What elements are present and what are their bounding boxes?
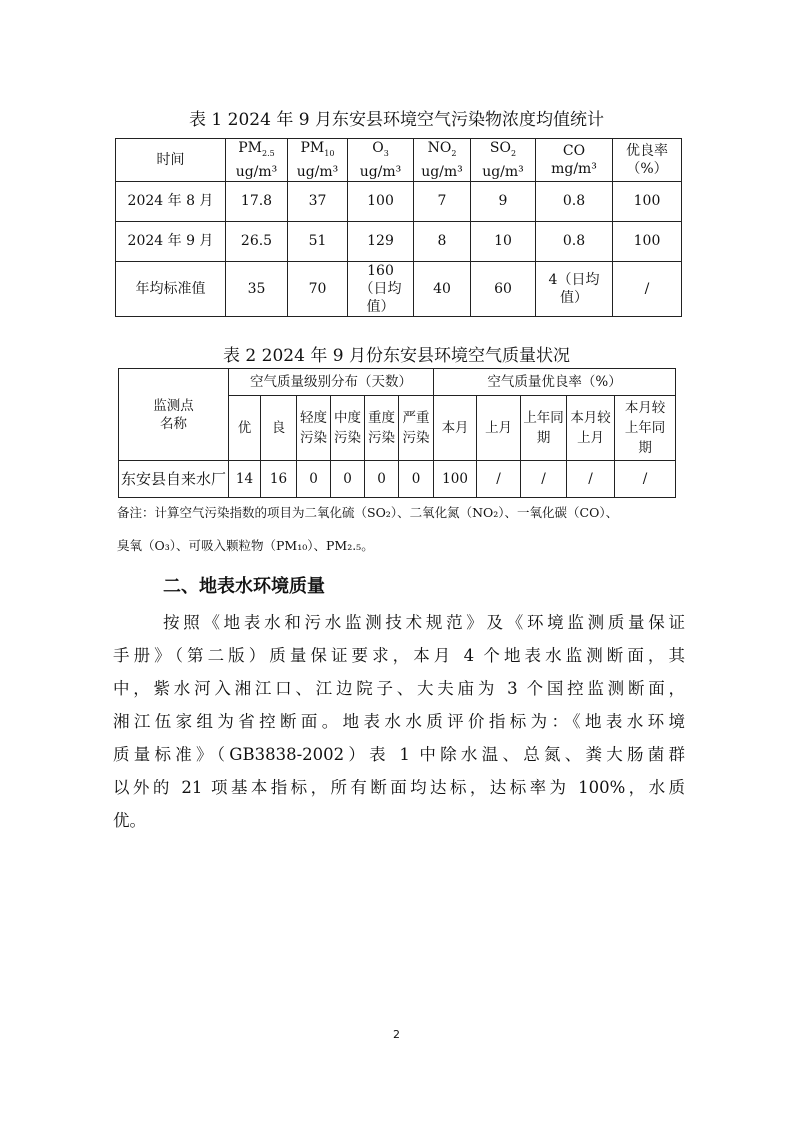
table1-header-cell (226, 139, 288, 182)
table-cell: 100 (434, 461, 477, 498)
header-subscript: 10 (324, 148, 335, 158)
table1-header-cell (536, 139, 613, 182)
table2-subheader: 本月较上年同期 (615, 396, 676, 461)
header-name-text: PM (238, 140, 263, 156)
table-cell: 10 (471, 221, 536, 261)
table-cell: 60 (471, 261, 536, 316)
table-cell: 51 (288, 221, 348, 261)
station-header: 监测点名称 (119, 369, 229, 461)
table-row (116, 261, 682, 316)
paragraph-line: 手册》（第二版）质量保证要求，本月 4 个地表水监测断面，其 (113, 646, 685, 665)
table-cell: 0 (365, 461, 399, 498)
table-cell: 2024 年 9 月 (116, 221, 226, 261)
table-cell: 东安县自来水厂 (119, 461, 229, 498)
table-cell: 0 (399, 461, 434, 498)
table-cell: / (477, 461, 521, 498)
paragraph-line: 湘江伍家组为省控断面。地表水水质评价指标为：《地表水环境 (113, 712, 685, 731)
table-cell: 0 (297, 461, 331, 498)
table-cell: 37 (288, 181, 348, 221)
table-cell: 160（日均值） (348, 261, 414, 316)
air-quality-status-table (118, 368, 676, 498)
table-cell: 35 (226, 261, 288, 316)
table-cell: / (567, 461, 615, 498)
table-cell: 8 (414, 221, 471, 261)
table-cell: 14 (229, 461, 261, 498)
header-unit: ug/m³ (359, 163, 402, 180)
table2-subheader: 本月较上月 (567, 396, 615, 461)
header-name-text: O (372, 140, 384, 156)
table-cell: 40 (414, 261, 471, 316)
table-cell: 0.8 (536, 221, 613, 261)
header-name (226, 139, 287, 163)
header-unit: ug/m³ (421, 163, 463, 180)
header-name-text: PM (300, 140, 325, 156)
table-cell: 26.5 (226, 221, 288, 261)
table2-note-line1: 备注：计算空气污染指数的项目为二氧化硫（SO₂）、二氧化氮（NO₂）、一氧化碳（CO）、 (117, 505, 619, 520)
table1-header-cell (613, 139, 682, 182)
pollutant-concentration-table (115, 138, 682, 317)
header-subscript: 3 (383, 148, 389, 158)
table-cell: 100 (348, 181, 414, 221)
table-cell: 年均标准值 (116, 261, 226, 316)
section-heading: 二、地表水环境质量 (163, 576, 325, 597)
table1-header-cell (288, 139, 348, 182)
table-cell: 7 (414, 181, 471, 221)
table-cell: 16 (261, 461, 297, 498)
table-cell: 9 (471, 181, 536, 221)
table2-subheader: 优 (229, 396, 261, 461)
paragraph-line: 以外的 21 项基本指标，所有断面均达标，达标率为 100%，水质 (113, 778, 685, 797)
table-row (119, 461, 676, 498)
table2-subheader: 本月 (434, 396, 477, 461)
table2-subheader: 中度污染 (331, 396, 365, 461)
table1-header-cell (414, 139, 471, 182)
header-name (414, 139, 470, 163)
table2-caption: 表 2 2024 年 9 月份东安县环境空气质量状况 (223, 346, 570, 366)
table2-subheader: 良 (261, 396, 297, 461)
header-name (288, 139, 347, 163)
header-unit: ug/m³ (296, 163, 339, 180)
excellent-rate-header: 空气质量优良率（%） (434, 369, 676, 396)
table-row (116, 181, 682, 221)
header-subscript: 2.5 (262, 148, 275, 158)
table-cell: / (521, 461, 567, 498)
header-unit: ug/m³ (235, 163, 278, 180)
paragraph-line: 质量标准》（GB3838-2002）表 1 中除水温、总氮、粪大肠菌群 (113, 745, 685, 764)
header-name-text: SO (489, 140, 511, 156)
table-cell: 2024 年 8 月 (116, 181, 226, 221)
header-unit: mg/m³ (551, 160, 597, 177)
section-paragraph (113, 606, 685, 837)
header-name (471, 139, 535, 163)
table-cell: 100 (613, 181, 682, 221)
header-name: 时间 (156, 151, 185, 168)
paragraph-line: 中，紫水河入湘江口、江边院子、大夫庙为 3 个国控监测断面， (113, 679, 685, 698)
table1-header-cell (348, 139, 414, 182)
table-cell: 70 (288, 261, 348, 316)
header-subscript: 2 (451, 148, 457, 158)
table-cell: 100 (613, 221, 682, 261)
table2-subheader: 重度污染 (365, 396, 399, 461)
table2-subheader: 上月 (477, 396, 521, 461)
table1-caption: 表 1 2024 年 9 月东安县环境空气污染物浓度均值统计 (189, 110, 604, 130)
table-cell: 0 (331, 461, 365, 498)
header-name-text: NO (427, 140, 452, 156)
paragraph-line: 优。 (113, 811, 146, 830)
table2-note-line2: 臭氧（O₃）、可吸入颗粒物（PM₁₀）、PM₂.₅。 (117, 538, 374, 553)
table-row (116, 221, 682, 261)
page-number: 2 (393, 1028, 400, 1041)
paragraph-line: 按照《地表水和污水监测技术规范》及《环境监测质量保证 (163, 613, 685, 632)
table2-subheader: 上年同期 (521, 396, 567, 461)
header-subscript: 2 (510, 148, 517, 158)
table-cell: / (613, 261, 682, 316)
header-name: 优良率 (626, 142, 668, 159)
header-name: CO (562, 142, 586, 159)
table-cell: 17.8 (226, 181, 288, 221)
level-distribution-header: 空气质量级别分布（天数） (229, 369, 434, 396)
table-cell: 129 (348, 221, 414, 261)
table-cell: / (615, 461, 676, 498)
table1-header-cell (471, 139, 536, 182)
table2-subheader: 严重污染 (399, 396, 434, 461)
table-cell: 0.8 (536, 181, 613, 221)
table-cell: 4（日均值） (536, 261, 613, 316)
header-name (348, 139, 413, 163)
header-unit: ug/m³ (482, 163, 524, 180)
table1-header-cell (116, 139, 226, 182)
table2-subheader: 轻度污染 (297, 396, 331, 461)
header-unit: （%） (626, 160, 668, 177)
